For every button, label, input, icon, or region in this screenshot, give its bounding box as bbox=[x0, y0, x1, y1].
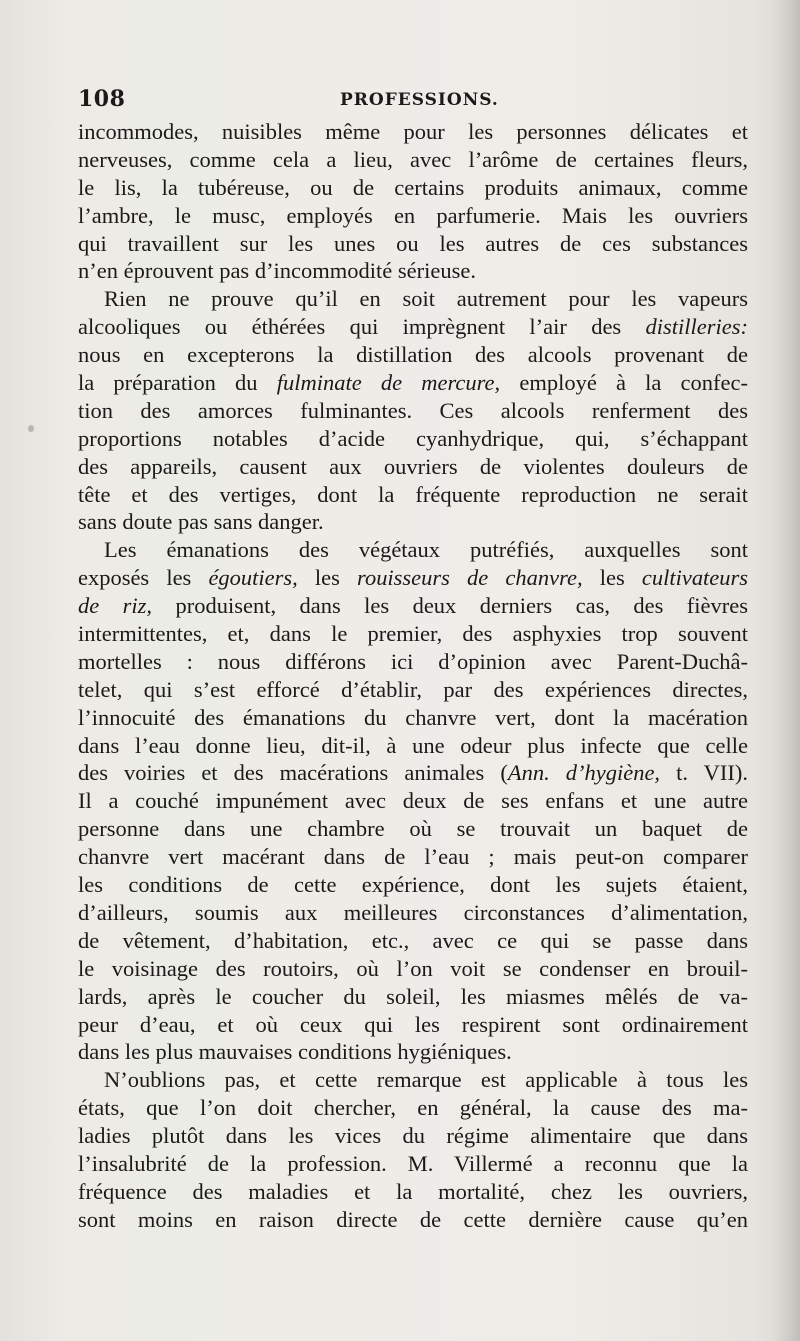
text-line bbox=[78, 648, 748, 676]
text-fragment: incommodes, nuisibles même pour les personnes délicates et bbox=[78, 119, 748, 144]
text-fragment: nerveuses, comme cela a lieu, avec l’arôme de certaines fleurs, bbox=[78, 146, 748, 172]
text-fragment: des voiries et des macérations animales ( bbox=[78, 760, 508, 786]
page-header bbox=[78, 86, 748, 116]
text-line bbox=[78, 481, 748, 509]
text-fragment: exposés les bbox=[78, 565, 209, 591]
text-line bbox=[78, 1066, 748, 1094]
text-line bbox=[78, 536, 748, 564]
text-fragment: Les émanations des végétaux putréfiés, auxquelles sont bbox=[104, 537, 748, 563]
text-line bbox=[78, 899, 748, 927]
text-line bbox=[78, 843, 748, 871]
text-fragment: de vêtement, d’habitation, etc., avec ce qui se passe dans bbox=[78, 927, 748, 953]
body-text bbox=[78, 118, 748, 1234]
text-line bbox=[78, 202, 748, 230]
text-line bbox=[78, 815, 748, 843]
text-line bbox=[78, 1038, 748, 1066]
text-fragment: dans les plus mauvaises conditions hygiéniques. bbox=[78, 1039, 512, 1065]
text-fragment: sans doute pas sans danger. bbox=[78, 509, 324, 535]
text-fragment: produisent, dans les deux derniers cas, des fièvres bbox=[152, 593, 748, 619]
text-fragment: Il a couché impunément avec deux de ses enfans et une autre bbox=[78, 788, 748, 814]
text-line bbox=[78, 676, 748, 704]
italic-text: cultivateurs bbox=[641, 565, 749, 591]
text-fragment: peur d’eau, et où ceux qui les respirent sont ordinairement bbox=[78, 1011, 748, 1037]
text-fragment: ladies plutôt dans les vices du régime alimentaire que dans bbox=[78, 1123, 748, 1149]
text-fragment: dans l’eau donne lieu, dit-il, à une odeur plus infecte que celle bbox=[78, 732, 748, 758]
text-line bbox=[78, 983, 748, 1011]
italic-text: rouisseurs de chanvre, bbox=[357, 565, 583, 591]
text-fragment: nous en excepterons la distillation des alcools provenant de bbox=[78, 342, 748, 368]
text-fragment: le voisinage des routoirs, où l’on voit se condenser en brouil- bbox=[78, 955, 748, 981]
text-fragment: N’oublions pas, et cette remarque est applicable à tous les bbox=[104, 1067, 748, 1093]
text-line bbox=[78, 341, 748, 369]
text-line bbox=[78, 508, 748, 536]
text-line bbox=[78, 927, 748, 955]
text-line bbox=[78, 787, 748, 815]
text-fragment: sont moins en raison directe de cette dernière cause qu’en bbox=[78, 1206, 748, 1232]
text-line bbox=[78, 1011, 748, 1039]
text-line bbox=[78, 257, 748, 285]
text-fragment: personne dans une chambre où se trouvait un baquet de bbox=[78, 816, 748, 842]
text-fragment: l’innocuité des émanations du chanvre vert, dont la macération bbox=[78, 704, 748, 730]
text-line bbox=[78, 369, 748, 397]
text-fragment: Rien ne prouve qu’il en soit autrement pour les vapeurs bbox=[104, 286, 748, 312]
text-fragment: qui travaillent sur les unes ou les autres de ces substances bbox=[78, 230, 748, 256]
text-line bbox=[78, 1122, 748, 1150]
text-fragment: t. VII). bbox=[660, 760, 748, 786]
italic-text: Ann. d’hygiène, bbox=[507, 760, 661, 786]
text-line bbox=[78, 285, 748, 313]
text-fragment: intermittentes, et, dans le premier, des asphyxies trop souvent bbox=[78, 621, 748, 647]
text-line bbox=[78, 1206, 748, 1234]
text-fragment: des appareils, causent aux ouvriers de violentes douleurs de bbox=[78, 453, 748, 479]
italic-text: fulminate de mercure, bbox=[276, 370, 501, 396]
text-fragment: tion des amorces fulminantes. Ces alcools renferment des bbox=[78, 397, 748, 423]
text-fragment: les conditions de cette expérience, dont les sujets étaient, bbox=[78, 872, 748, 898]
text-fragment: n’en éprouvent pas d’incommodité sérieuse. bbox=[78, 258, 477, 284]
page-edge-shadow bbox=[772, 0, 800, 1341]
text-line bbox=[78, 592, 748, 620]
text-line bbox=[78, 1178, 748, 1206]
text-fragment: la préparation du bbox=[78, 370, 277, 396]
text-line bbox=[78, 230, 748, 258]
text-fragment: chanvre vert macérant dans de l’eau ; mais peut-on comparer bbox=[78, 844, 748, 870]
text-line bbox=[78, 759, 748, 787]
text-fragment: fréquence des maladies et la mortalité, chez les ouvriers, bbox=[78, 1178, 748, 1204]
text-line bbox=[78, 425, 748, 453]
text-fragment: employé à la confec- bbox=[500, 370, 748, 396]
page-number: 108 bbox=[78, 86, 126, 112]
text-fragment: l’ambre, le musc, employés en parfumerie. Mais les ouvriers bbox=[78, 202, 748, 228]
text-fragment: proportions notables d’acide cyanhydrique, qui, s’échappant bbox=[78, 425, 748, 451]
text-line bbox=[78, 146, 748, 174]
text-line bbox=[78, 1094, 748, 1122]
text-line bbox=[78, 397, 748, 425]
text-line bbox=[78, 732, 748, 760]
text-fragment: tête et des vertiges, dont la fréquente reproduction ne serait bbox=[78, 481, 748, 507]
text-line bbox=[78, 620, 748, 648]
text-fragment: alcooliques ou éthérées qui imprègnent l’air des bbox=[78, 314, 646, 340]
text-line bbox=[78, 313, 748, 341]
text-line bbox=[78, 871, 748, 899]
text-fragment: le lis, la tubéreuse, ou de certains produits animaux, comme bbox=[78, 174, 748, 200]
text-fragment: telet, qui s’est efforcé d’établir, par des expériences directes, bbox=[78, 676, 748, 702]
text-fragment: les bbox=[582, 565, 642, 591]
text-line bbox=[78, 564, 748, 592]
text-line bbox=[78, 174, 748, 202]
text-fragment: d’ailleurs, soumis aux meilleures circonstances d’alimentation, bbox=[78, 899, 748, 925]
italic-text: égoutiers, bbox=[208, 565, 298, 591]
text-fragment: lards, après le coucher du soleil, les miasmes mêlés de va- bbox=[78, 983, 748, 1009]
italic-text: distilleries: bbox=[645, 314, 748, 340]
text-line bbox=[78, 955, 748, 983]
italic-text: de riz, bbox=[78, 593, 153, 619]
text-fragment: états, que l’on doit chercher, en général, la cause des ma- bbox=[78, 1095, 748, 1121]
text-fragment: les bbox=[297, 565, 358, 591]
text-line bbox=[78, 1150, 748, 1178]
text-fragment: l’insalubrité de la profession. M. Villermé a reconnu que la bbox=[78, 1150, 748, 1176]
text-line bbox=[78, 704, 748, 732]
running-head: PROFESSIONS. bbox=[340, 90, 499, 110]
text-line bbox=[78, 453, 748, 481]
paper-speck bbox=[28, 425, 34, 432]
text-line bbox=[78, 118, 748, 146]
text-fragment: mortelles : nous différons ici d’opinion avec Parent-Duchâ- bbox=[78, 648, 748, 674]
